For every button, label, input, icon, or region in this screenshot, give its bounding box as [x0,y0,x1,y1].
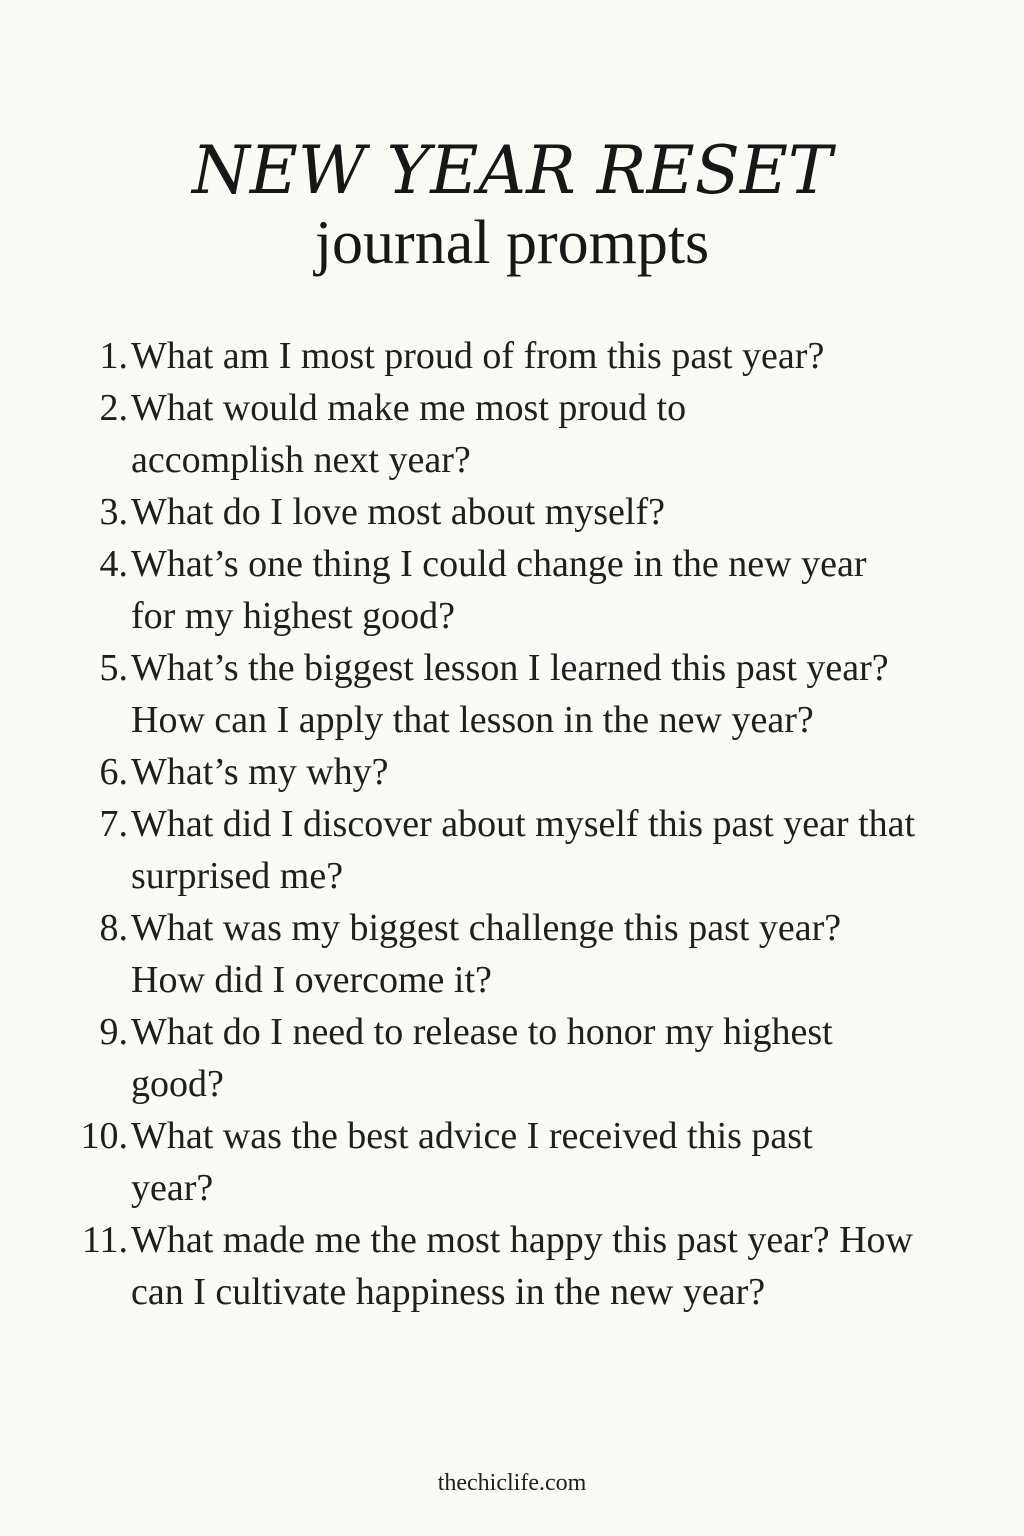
prompt-number: 10. [80,1115,128,1157]
prompt-number: 3. [99,491,128,533]
prompt-text: What’s my why? [131,751,389,793]
prompt-text: What’s the biggest lesson I learned this past year? How can I apply that lesson in the new year? [131,647,889,741]
footer-site-link: thechiclife.com [437,1470,587,1496]
list-item [0,642,1024,746]
prompt-text: What’s one thing I could change in the new year for my highest good? [131,543,867,637]
prompt-number: 4. [99,543,128,585]
list-item [0,746,1024,798]
list-item [0,798,1024,902]
prompt-number: 5. [99,647,128,689]
prompt-number: 11. [81,1219,128,1261]
list-item [0,1214,1024,1318]
prompt-number: 2. [99,387,128,429]
list-item [0,1110,1024,1214]
prompt-number: 7. [99,803,128,845]
list-item [0,486,1024,538]
prompt-text: What am I most proud of from this past year? [131,335,825,377]
prompt-number: 6. [99,751,128,793]
page-title: NEW YEAR RESET [191,132,833,209]
prompt-number: 8. [99,907,128,949]
prompt-text: What do I love most about myself? [131,491,665,533]
prompt-text: What did I discover about myself this past year that surprised me? [131,803,916,897]
prompt-list [0,330,1024,1318]
prompt-text: What do I need to release to honor my highest good? [131,1011,833,1105]
list-item [0,1006,1024,1110]
list-item [0,330,1024,382]
list-item [0,382,1024,486]
prompt-text: What was the best advice I received this past year? [131,1115,813,1209]
prompt-text: What made me the most happy this past year? How can I cultivate happiness in the new year? [131,1219,913,1313]
prompt-number: 9. [99,1011,128,1053]
page-subtitle: journal prompts [314,209,710,277]
list-item [0,902,1024,1006]
prompt-number: 1. [99,335,128,377]
prompt-text: What would make me most proud to accomplish next year? [131,387,687,481]
list-item [0,538,1024,642]
prompt-text: What was my biggest challenge this past year? How did I overcome it? [131,907,842,1001]
